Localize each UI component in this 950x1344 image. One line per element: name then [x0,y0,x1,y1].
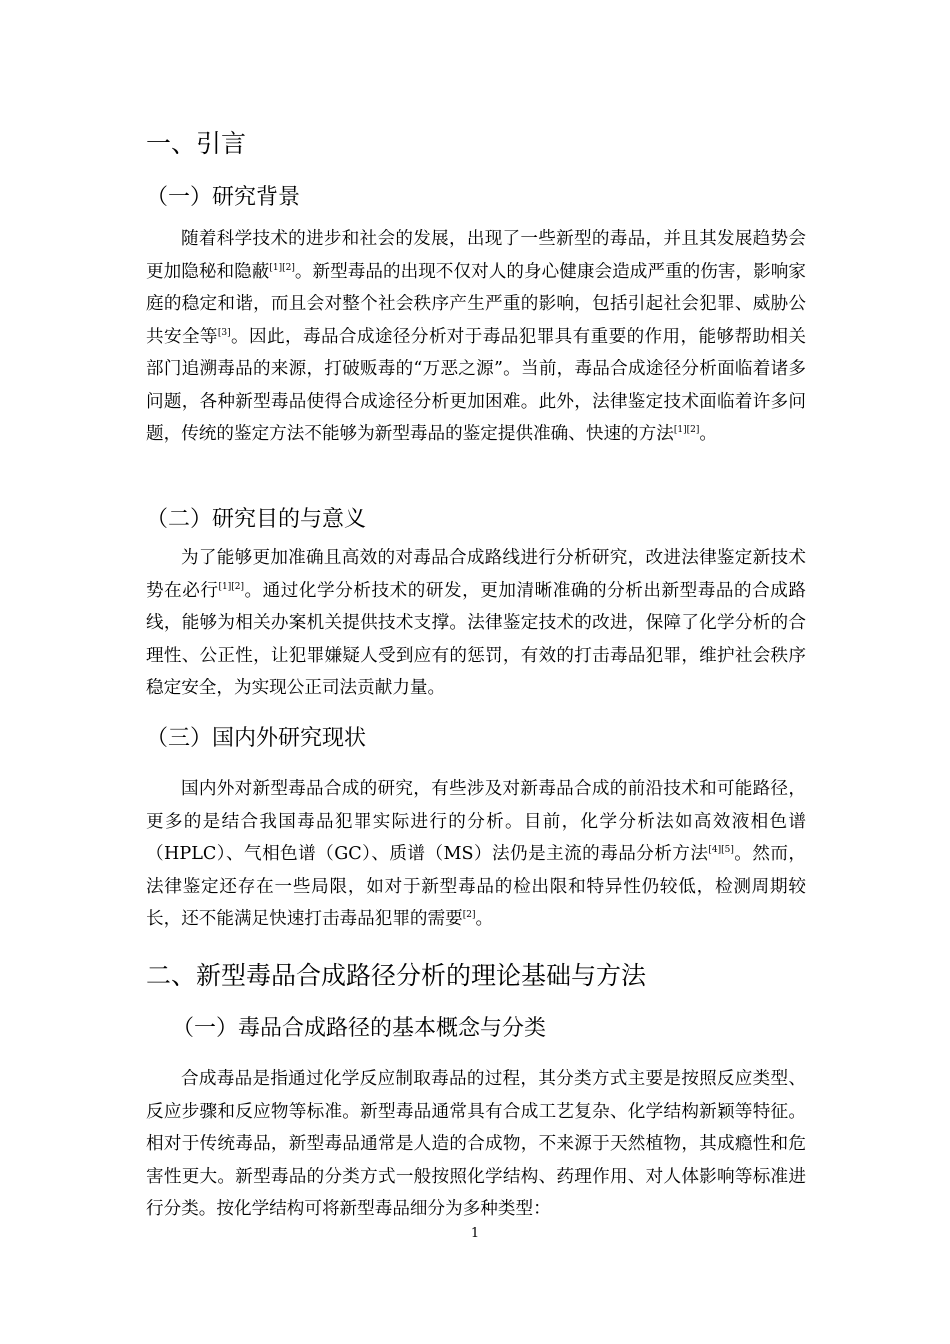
text-run: 国内外对新型毒品合成的研究，有些涉及对新毒品合成的前沿技术和可能路径，更多的是结合我国毒品犯罪实际进行的分析。目前，化学分析法如高效液相色谱（HPLC）、气相色谱（GC）、质谱（MS）法仍是主流的毒品分析方法 [146,779,806,864]
text-run: 合成毒品是指通过化学反应制取毒品的过程，其分类方式主要是按照反应类型、反应步骤和反应物等标准。新型毒品通常具有合成工艺复杂、化学结构新颖等特征。相对于传统毒品，新型毒品通常是人造的合成物，不来源于天然植物，其成瘾性和危害性更大。新型毒品的分类方式一般按照化学结构、药理作用、对人体影响等标准进行分类。按化学结构可将新型毒品细分为多种类型： [146,1069,806,1219]
text-run: 。通过化学分析技术的研发，更加清晰准确的分析出新型毒品的合成路线，能够为相关办案机关提供技术支撑。法律鉴定技术的改进，保障了化学分析的合理性、公正性，让犯罪嫌疑人受到应有的惩罚，有效的打击毒品犯罪，维护社会秩序稳定安全，为实现公正司法贡献力量。 [146,580,806,698]
text-run: 。因此，毒品合成途径分析对于毒品犯罪具有重要的作用，能够帮助相关部门追溯毒品的来源，打破贩毒的“万恶之源”。当前，毒品合成途径分析面临着诸多问题，各种新型毒品使得合成途径分析更加困难。此外，法律鉴定技术面临着许多问题，传统的鉴定方法不能够为新型毒品的鉴定提供准确、快速的方法 [146,326,806,444]
page-number: 1 [470,1226,480,1241]
citation: [4][5] [708,845,734,856]
citation: [1][2] [673,425,700,436]
paragraph-research-background [146,223,806,451]
citation: [2] [462,910,476,921]
text-run: 。 [475,909,494,929]
heading-research-status: （三）国内外研究现状 [146,726,367,751]
text-run: 随着科学技术的进步和社会的发展，出现了一些新型的毒品，并且其发展趋势会更加隐秘和隐蔽 [146,229,806,282]
heading-basic-concepts: （一）毒品合成路径的基本概念与分类 [172,1016,547,1041]
paragraph-research-purpose [146,542,806,705]
text-run: 。 [699,424,717,444]
heading-research-purpose: （二）研究目的与意义 [146,507,367,532]
paragraph-research-status [146,773,806,936]
heading-research-background: （一）研究背景 [146,185,301,210]
citation: [1][2] [269,262,295,273]
text-run: 。然而，法律鉴定还存在一些局限，如对于新型毒品的检出限和特异性仍较低，检测周期较长，还不能满足快速打击毒品犯罪的需要 [146,844,806,929]
citation: [3] [217,327,231,338]
citation: [1][2] [218,581,245,592]
paragraph-basic-concepts [146,1063,806,1226]
heading-theory-methods: 二、新型毒品合成路径分析的理论基础与方法 [146,961,647,990]
heading-introduction: 一、引言 [146,129,247,158]
text-run: 为了能够更加准确且高效的对毒品合成路线进行分析研究，改进法律鉴定新技术势在必行 [146,548,806,601]
text-run: 。新型毒品的出现不仅对人的身心健康会造成严重的伤害，影响家庭的稳定和谐，而且会对整个社会秩序产生严重的影响，包括引起社会犯罪、威胁公共安全等 [146,261,806,347]
